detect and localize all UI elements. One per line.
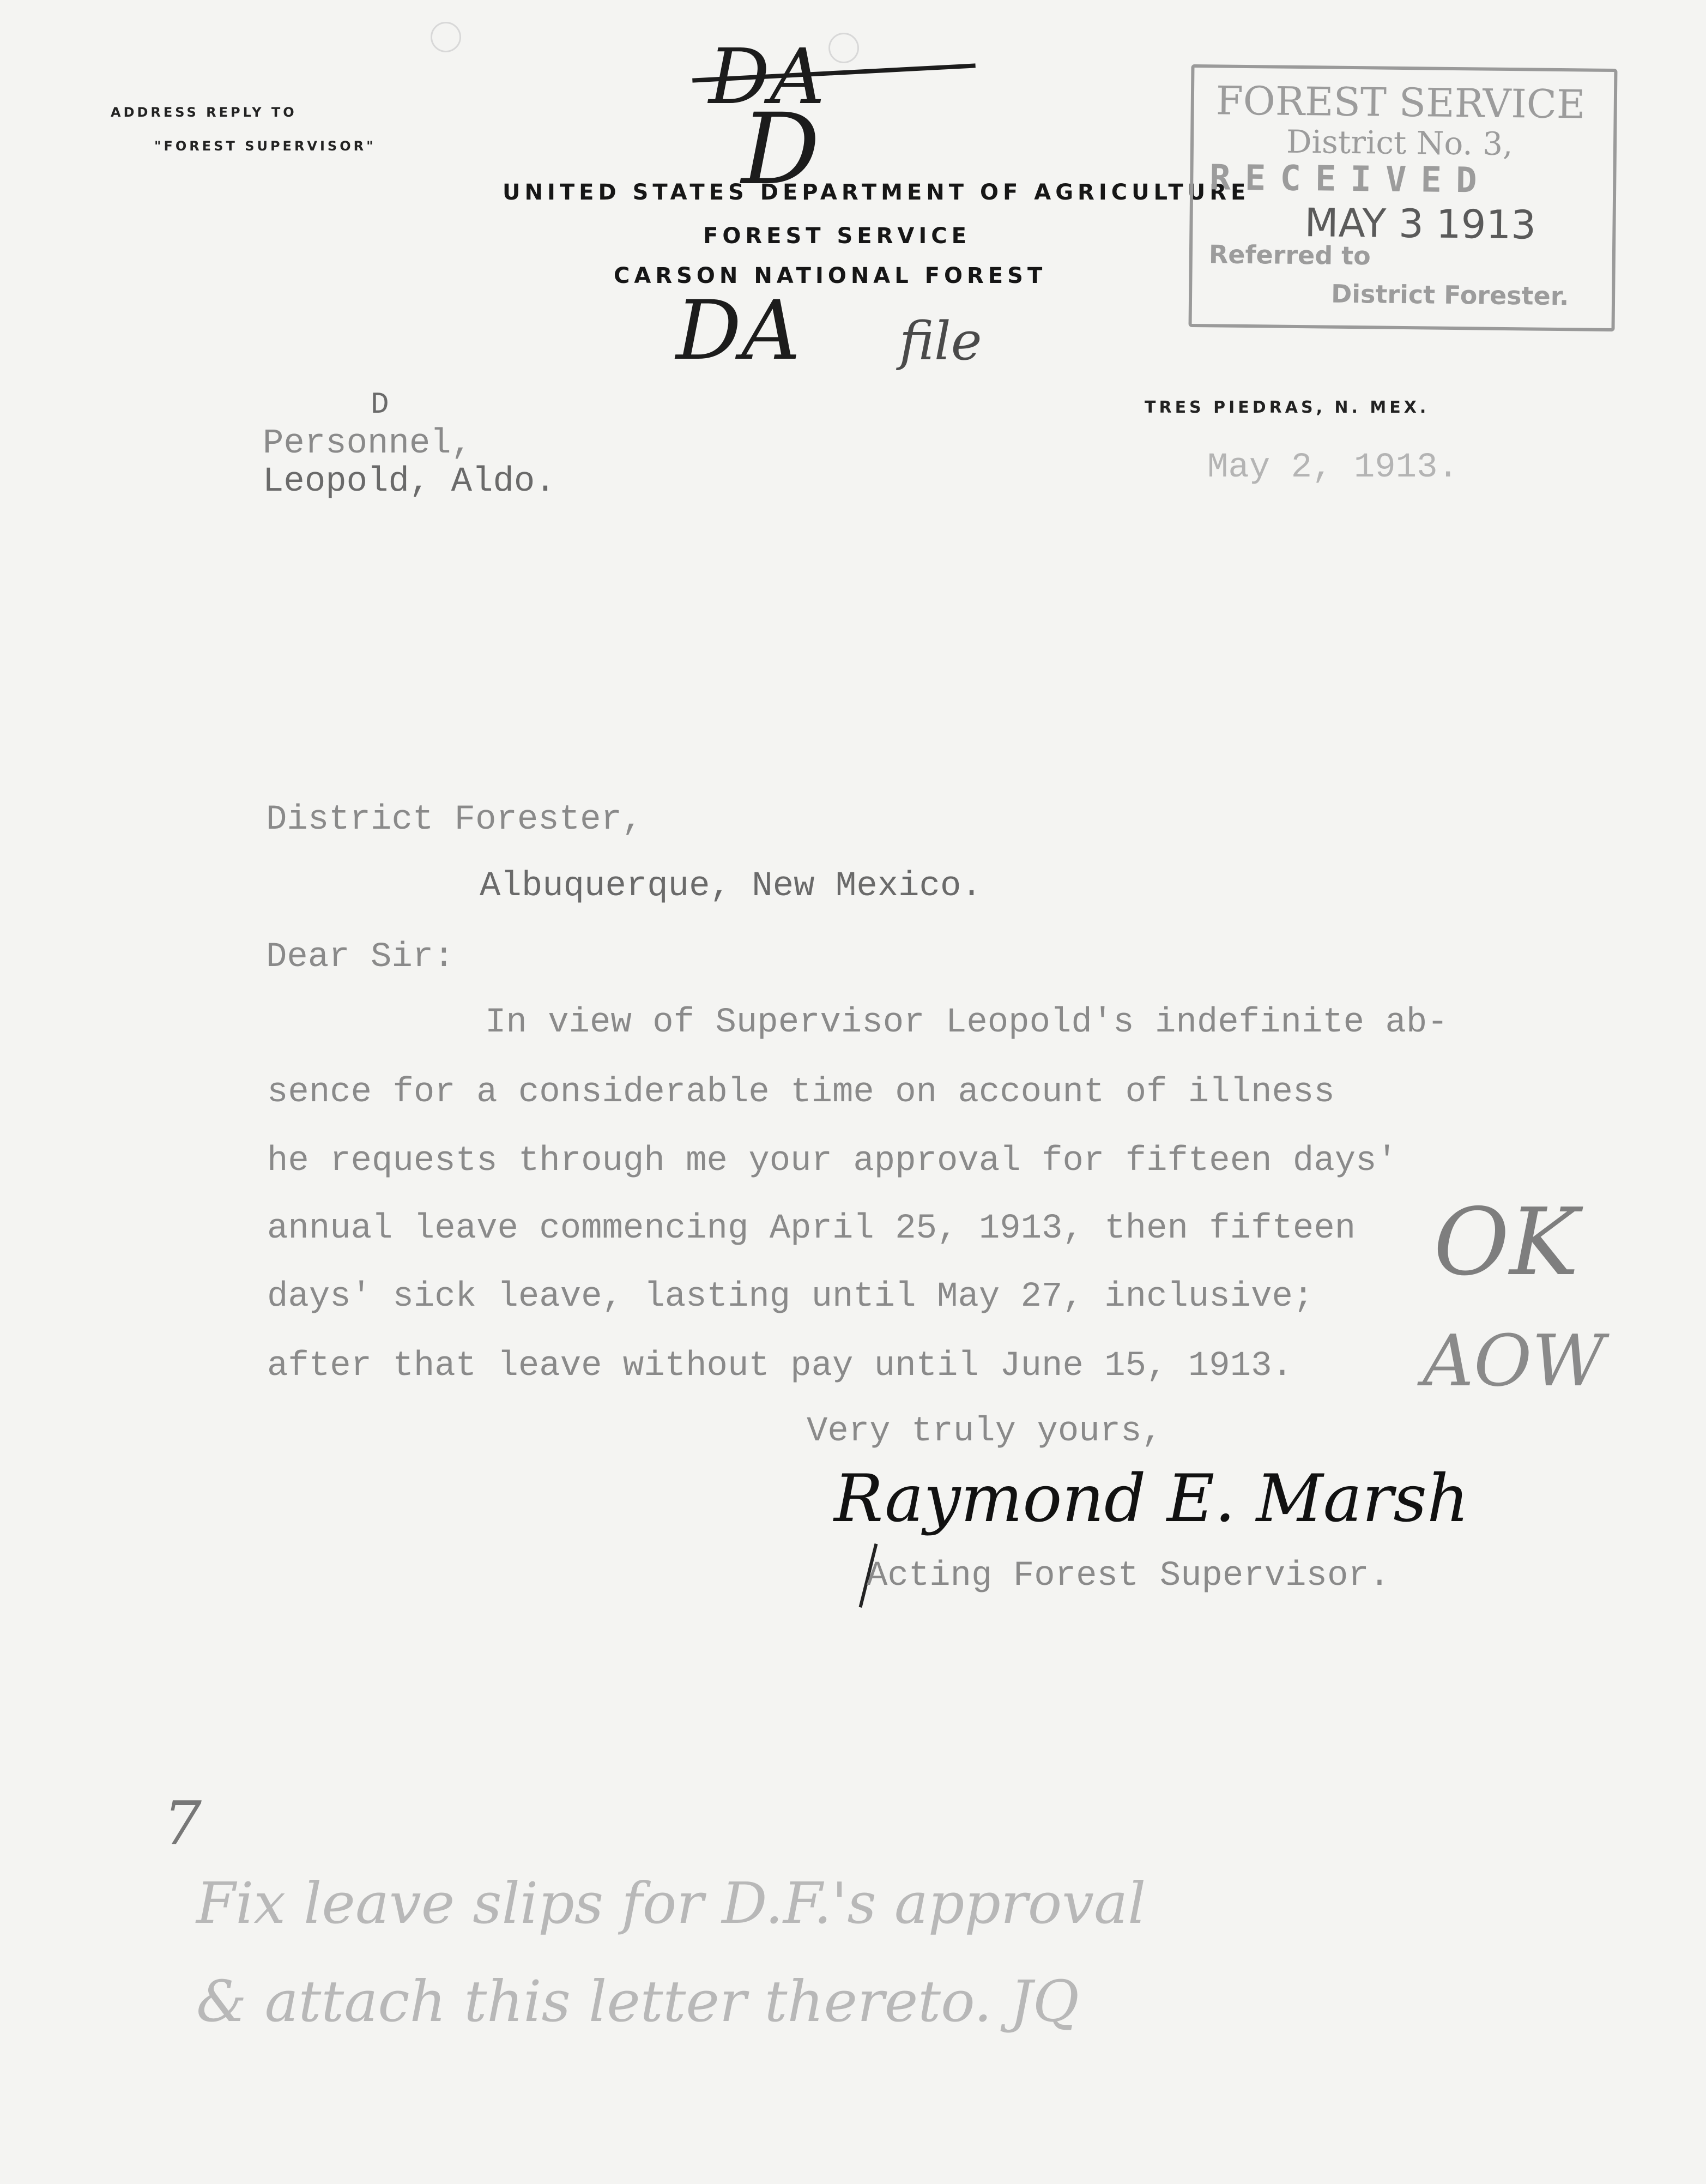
body-line-4: annual leave commencing April 25, 1913, then fifteen (267, 1209, 1356, 1248)
stamp-received: RECEIVED (1209, 158, 1491, 201)
signer-title: Acting Forest Supervisor. (867, 1556, 1390, 1596)
stamp-date: MAY 3 1913 (1304, 200, 1536, 248)
struck-initials: DA (709, 33, 825, 122)
file-note-initials: DA (676, 283, 801, 378)
body-line-5: days' sick leave, lasting until May 27, inclusive; (267, 1277, 1314, 1317)
service-heading: FOREST SERVICE (703, 224, 971, 249)
body-line-1: In view of Supervisor Leopold's indefinite ab- (485, 1003, 1448, 1042)
file-note-word: file (899, 311, 982, 372)
body-line-6: after that leave without pay until June 15, 1913. (267, 1347, 1293, 1386)
bottom-note-line-2: & attach this letter thereto. JQ (196, 1968, 1079, 2035)
margin-ok: OK (1433, 1188, 1579, 1296)
stamp-referred: Referred to (1208, 239, 1371, 271)
bottom-note-line-1: Fix leave slips for D.F.'s approval (196, 1870, 1146, 1936)
handwritten-letter-d: D (741, 93, 820, 207)
subject-line-2: Leopold, Aldo. (263, 462, 556, 502)
address-reply-label: ADDRESS REPLY TO (111, 105, 297, 120)
stamp-agency: FOREST SERVICE (1215, 77, 1586, 128)
address-reply-value: "FOREST SUPERVISOR" (154, 138, 376, 154)
margin-initials: AOW (1423, 1319, 1605, 1402)
letter-date: May 2, 1913. (1207, 448, 1459, 487)
addressee-line-1: District Forester, (266, 800, 643, 840)
stamp-district: District No. 3, (1286, 123, 1513, 163)
punch-hole-right (828, 33, 859, 63)
forest-heading: CARSON NATIONAL FOREST (614, 263, 1047, 288)
salutation: Dear Sir: (266, 938, 455, 977)
closing: Very truly yours, (807, 1412, 1163, 1451)
addressee-line-2: Albuquerque, New Mexico. (480, 867, 982, 906)
file-code: D (371, 387, 389, 422)
body-line-2: sence for a considerable time on account of illness (267, 1073, 1335, 1112)
punch-hole-left (431, 22, 461, 52)
signature: Raymond E. Marsh (834, 1461, 1469, 1537)
letter-place: TRES PIEDRAS, N. MEX. (1145, 398, 1430, 417)
bottom-mark: 7 (164, 1788, 202, 1858)
subject-line-1: Personnel, (263, 424, 473, 463)
department-heading: UNITED STATES DEPARTMENT OF AGRICULTURE (503, 180, 1250, 205)
body-line-3: he requests through me your approval for fifteen days' (267, 1142, 1398, 1181)
received-stamp (1188, 64, 1617, 331)
stamp-referred-to: District Forester. (1330, 279, 1569, 311)
